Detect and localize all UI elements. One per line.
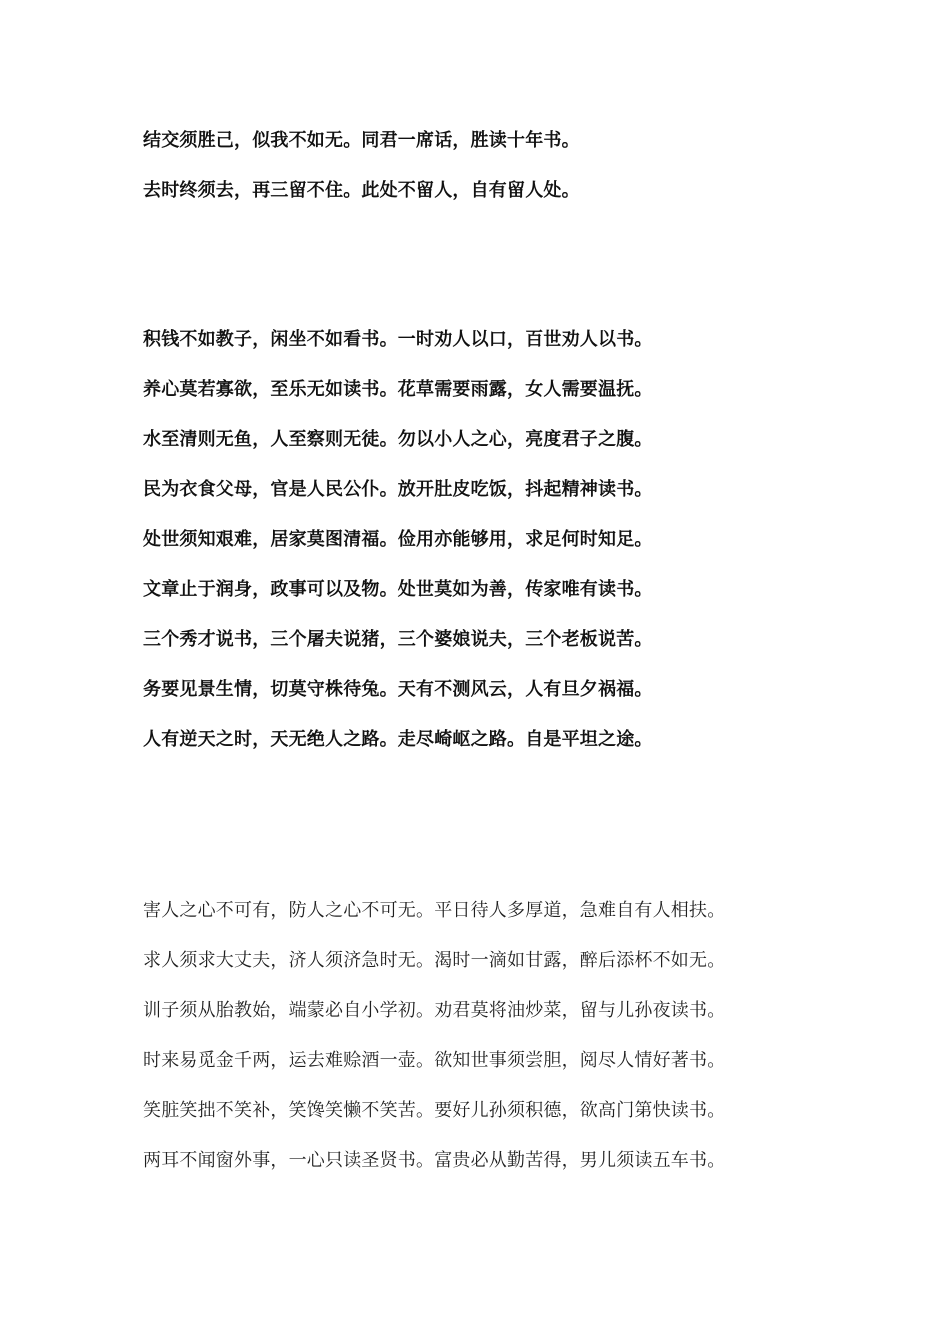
proverb-line: 养心莫若寡欲，至乐无如读书。花草需要雨露，女人需要温抚。 [143,379,653,400]
proverb-line: 水至清则无鱼，人至察则无徒。勿以小人之心，亮度君子之腹。 [143,429,653,450]
proverb-line: 处世须知艰难，居家莫图清福。俭用亦能够用，求足何时知足。 [143,529,653,550]
proverb-line: 积钱不如教子，闲坐不如看书。一时劝人以口，百世劝人以书。 [143,329,653,350]
proverb-line: 两耳不闻窗外事，一心只读圣贤书。富贵必从勤苦得，男儿须读五车书。 [143,1150,726,1171]
proverb-section-1 [143,116,823,216]
proverb-line: 人有逆天之时，天无绝人之路。走尽崎岖之路。自是平坦之途。 [143,729,653,750]
proverb-section-3 [143,886,823,1186]
proverb-line: 民为衣食父母，官是人民公仆。放开肚皮吃饭，抖起精神读书。 [143,479,653,500]
proverb-line: 笑脏笑拙不笑补，笑馋笑懒不笑苦。要好儿孙须积德，欲高门第快读书。 [143,1100,726,1121]
proverb-line: 去时终须去，再三留不住。此处不留人，自有留人处。 [143,180,580,201]
proverb-line: 时来易觅金千两，运去难赊酒一壶。欲知世事须尝胆，阅尽人情好著书。 [143,1050,726,1071]
proverb-line: 求人须求大丈夫，济人须济急时无。渴时一滴如甘露，醉后添杯不如无。 [143,950,726,971]
proverb-section-2 [143,315,823,765]
proverb-line: 文章止于润身，政事可以及物。处世莫如为善，传家唯有读书。 [143,579,653,600]
proverb-line: 三个秀才说书，三个屠夫说猪，三个婆娘说夫，三个老板说苦。 [143,629,653,650]
proverb-line: 务要见景生情，切莫守株待兔。天有不测风云，人有旦夕祸福。 [143,679,653,700]
proverb-line: 结交须胜己，似我不如无。同君一席话，胜读十年书。 [143,130,580,151]
proverb-line: 训子须从胎教始，端蒙必自小学初。劝君莫将油炒菜，留与儿孙夜读书。 [143,1000,726,1021]
proverb-line: 害人之心不可有，防人之心不可无。平日待人多厚道，急难自有人相扶。 [143,900,726,921]
